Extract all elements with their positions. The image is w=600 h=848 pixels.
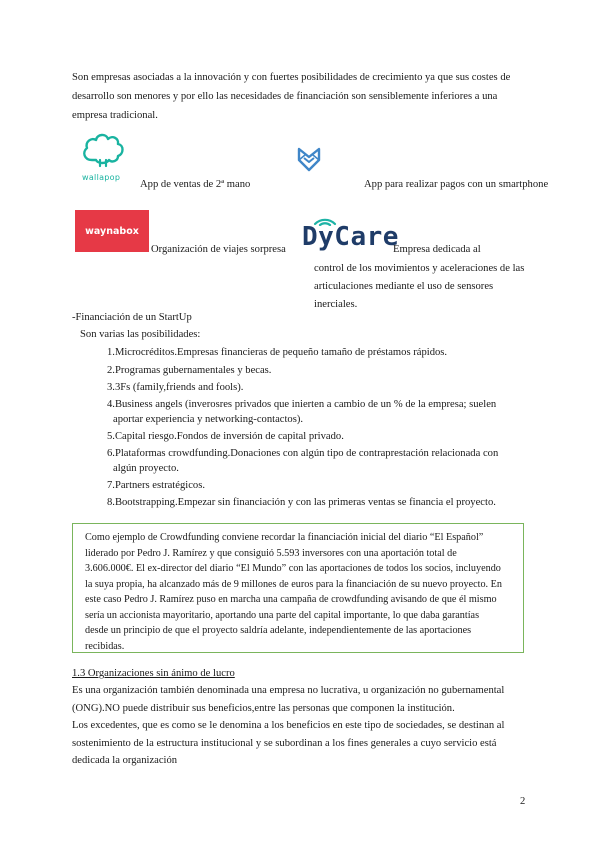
section-line: sostenimiento de la estructura institucional y se subordinan a los fines generales a cuyo servicio está <box>72 737 497 749</box>
section-title: 1.3 Organizaciones sin ánimo de lucro <box>72 668 235 679</box>
callout-line: liderado por Pedro J. Ramírez y que consiguió 5.593 inversores con una aportación total de <box>85 547 457 559</box>
section-line: Es una organización también denominada una empresa no lucrativa, u organización no gubernamental <box>72 685 505 696</box>
dycare-caption-line: control de los movimientos y aceleraciones de las <box>314 263 525 274</box>
list-item: 7.Partners estratégicos. <box>107 480 205 491</box>
dycare-caption-line: articulaciones mediante el uso de sensores <box>314 281 494 292</box>
crowdfunding-example-box <box>72 523 524 653</box>
list-item: 5.Capital riesgo.Fondos de inversión de capital privado. <box>107 431 344 442</box>
section-paragraph <box>72 682 504 770</box>
callout-line: este caso Pedro J. Ramírez puso en marcha una campaña de crowdfunding avisando de que él mismo <box>85 594 497 605</box>
pay-app-logo <box>296 146 322 172</box>
dycare-caption-line: inerciales. <box>314 299 358 310</box>
section-line: Los excedentes, que es como se le denomina a los beneficios en este tipo de sociedades, se destinan al <box>72 720 505 731</box>
wallapop-logo <box>78 130 128 182</box>
intro-line: Son empresas asociadas a la innovación y con fuertes posibilidades de crecimiento ya que sus costes de <box>72 72 511 83</box>
financing-subheading: Son varias las posibilidades: <box>80 329 201 340</box>
callout-line: sería un accionista mayoritario, aportando una parte del capital importante, lo que daba garantías <box>85 609 480 621</box>
list-item: 4.Business angels (inverosres privados que inierten a cambio de un % de la empresa; suelen <box>107 399 497 410</box>
wallapop-caption: App de ventas de 2ª mano <box>140 179 251 190</box>
intro-paragraph <box>72 68 510 125</box>
waynabox-wordmark: waynabox <box>85 225 139 237</box>
waynabox-logo <box>75 210 149 252</box>
list-item: 1.Microcréditos.Empresas financieras de pequeño tamaño de préstamos rápidos. <box>107 347 448 358</box>
page-number: 2 <box>520 796 526 807</box>
dycare-logo <box>302 218 399 254</box>
callout-line: desde un principio de que el proyecto saldría adelante, independientemente de las aportaciones <box>85 625 472 636</box>
callout-line: recibidas. <box>85 640 125 652</box>
wallapop-cloud-icon <box>78 130 128 168</box>
list-item: 6.Plataformas crowdfunding.Donaciones con algún tipo de contraprestación relacionada con <box>107 448 499 459</box>
dycare-wordmark: DyCare <box>302 222 399 252</box>
financing-heading: -Financiación de un StartUp <box>72 312 192 323</box>
dycare-caption-line: Empresa dedicada al <box>393 244 481 255</box>
section-line: (ONG).NO puede distribuir sus beneficios,entre las personas que componen la institución. <box>72 702 455 714</box>
list-item: algún proyecto. <box>113 463 179 474</box>
intro-line: empresa tradicional. <box>72 110 158 121</box>
intro-line: desarrollo son menores y por ello las necesidades de financiación son sensiblemente inferiores a una <box>72 91 498 102</box>
list-item: 3.3Fs (family,friends and fools). <box>107 382 244 393</box>
waynabox-caption: Organización de viajes sorpresa <box>151 244 286 255</box>
list-item: aportar experiencia y networking-contactos). <box>113 414 304 425</box>
callout-line: Como ejemplo de Crowdfunding conviene recordar la financiación inicial del diario “El Español” <box>85 532 484 543</box>
callout-line: la suya propia, ha alcanzado más de 9 millones de euros para la financiación de su nuevo proyecto. En <box>85 578 502 590</box>
callout-line: 3.606.000€. El ex-director del diario “El Mundo” con las aportaciones de todos los socios, incluyendo <box>85 563 501 574</box>
section-line: dedicada la organización <box>72 755 178 766</box>
wallapop-wordmark: wallapop <box>82 173 121 182</box>
list-item: 8.Bootstrapping.Empezar sin financiación y con las primeras ventas se financia el proyecto. <box>107 497 496 508</box>
pay-app-icon <box>296 146 322 172</box>
pay-app-caption: App para realizar pagos con un smartphone <box>364 179 549 190</box>
list-item: 2.Programas gubernamentales y becas. <box>107 365 272 376</box>
